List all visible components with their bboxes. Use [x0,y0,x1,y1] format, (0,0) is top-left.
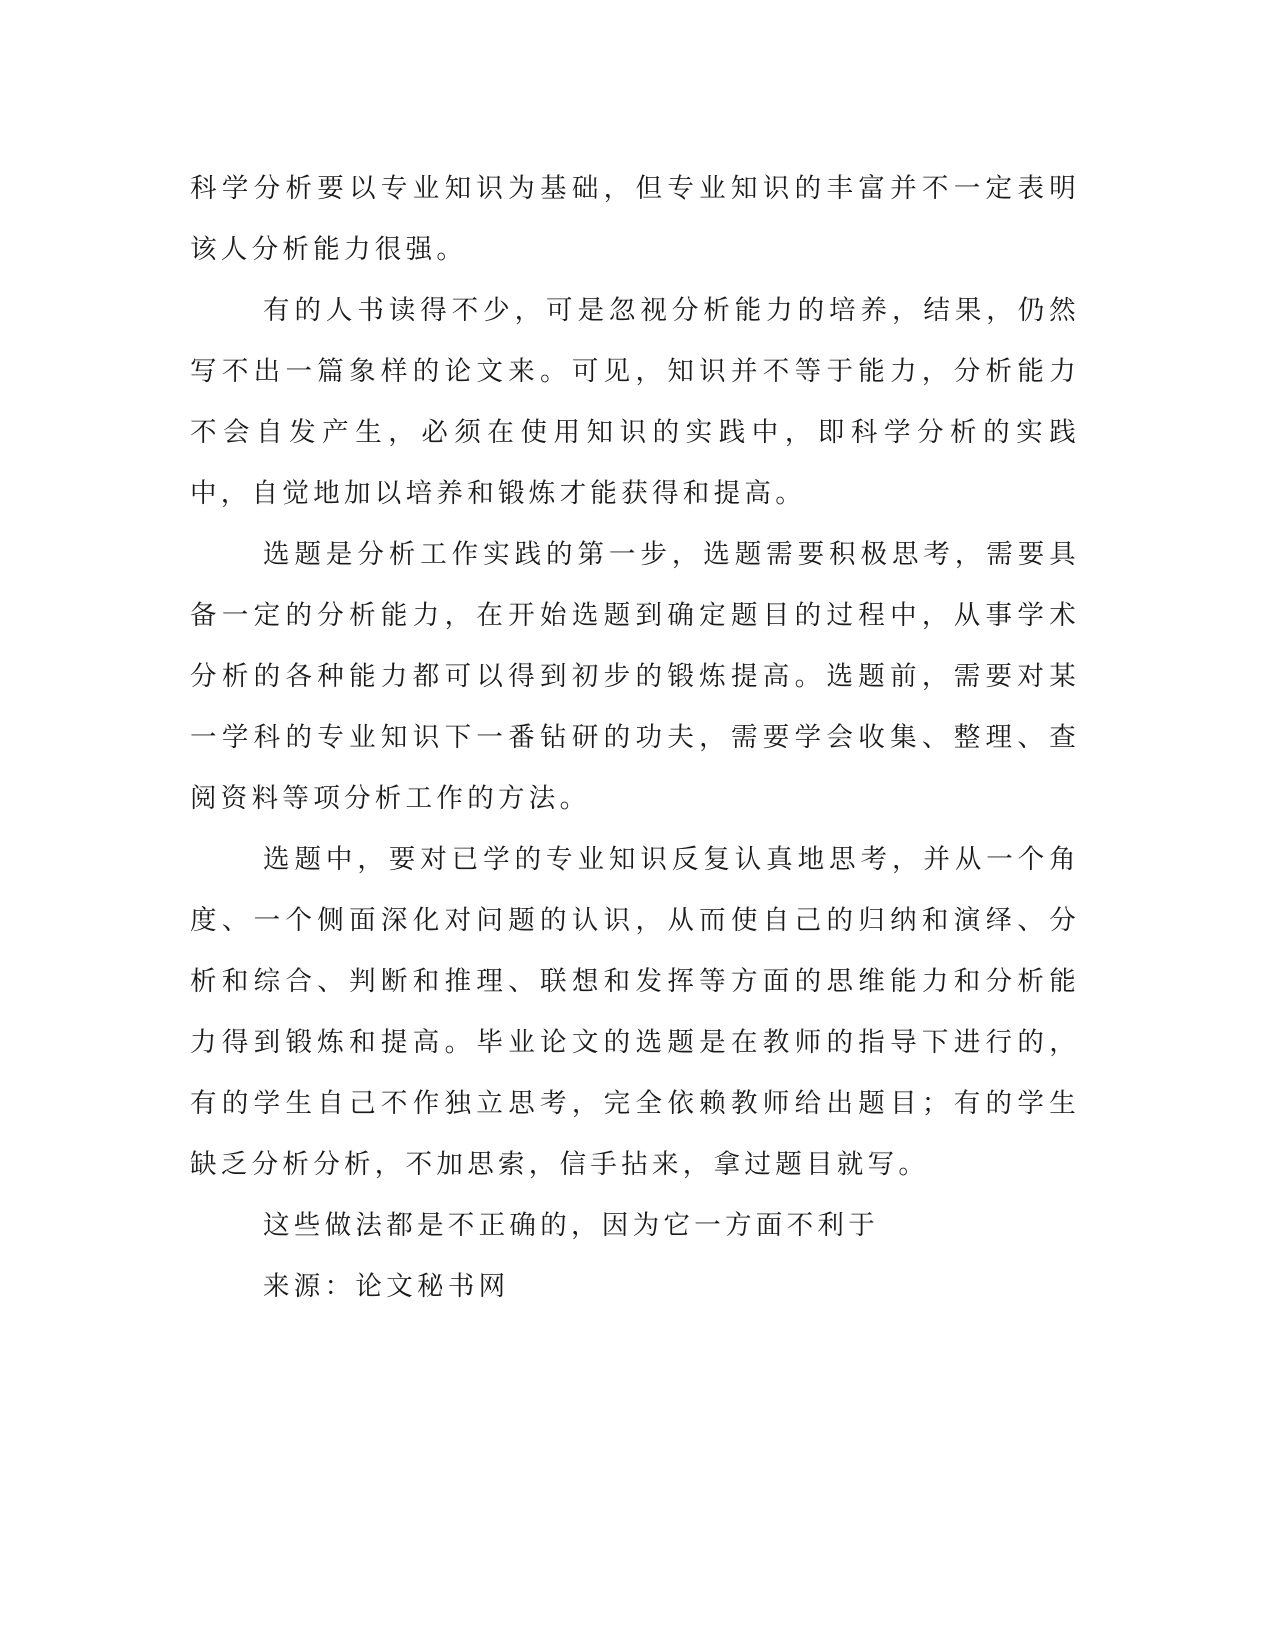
paragraph-4: 选题中，要对已学的专业知识反复认真地思考，并从一个角度、一个侧面深化对问题的认识，从而使自己的归纳和演绎、分析和综合、判断和推理、联想和发挥等方面的思维能力和分析能力得到锻炼和提高。毕业论文的选题是在教师的指导下进行的，有的学生自己不作独立思考，完全依赖教师给出题目；有的学生缺乏分析分析，不加思索，信手拈来，拿过题目就写。 [190,844,1080,1180]
source-line: 来源：论文秘书网 [263,1271,510,1302]
paragraph-2: 有的人书读得不少，可是忽视分析能力的培养，结果，仍然写不出一篇象样的论文来。可见，知识并不等于能力，分析能力不会自发产生，必须在使用知识的实践中，即科学分析的实践中，自觉地加以培养和锻炼才能获得和提高。 [190,295,1080,509]
paragraph-5: 这些做法都是不正确的，因为它一方面不利于 [263,1210,879,1241]
paragraph-1: 科学分析要以专业知识为基础，但专业知识的丰富并不一定表明该人分析能力很强。 [190,173,1080,265]
paragraph-3: 选题是分析工作实践的第一步，选题需要积极思考，需要具备一定的分析能力，在开始选题到确定题目的过程中，从事学术分析的各种能力都可以得到初步的锻炼提高。选题前，需要对某一学科的专业知识下一番钻研的功夫，需要学会收集、整理、查阅资料等项分析工作的方法。 [190,539,1080,814]
document-body [190,158,1080,1317]
